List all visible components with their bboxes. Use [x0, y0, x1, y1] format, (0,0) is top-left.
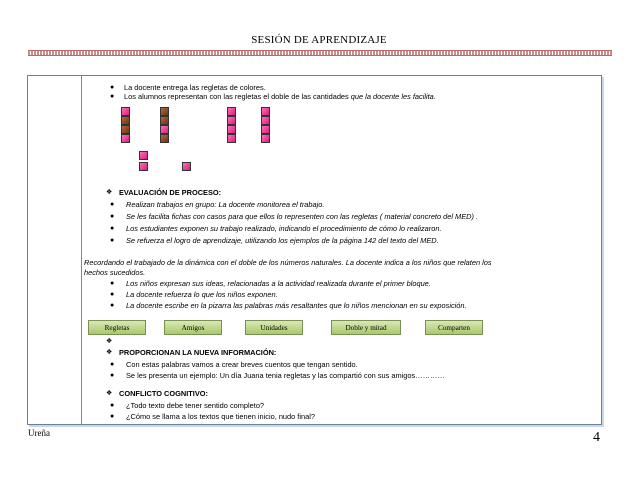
diamond-bullet-icon: ❖: [106, 189, 113, 196]
recordando-line-1: Recordando el trabajado de la dinámica con el doble de los números naturales. La docente indica a los niños que relaten los: [84, 258, 492, 267]
bullet-icon: ●: [110, 225, 115, 232]
brown-block: [121, 116, 130, 125]
recordando-item-2: La docente refuerza lo que los niños exponen.: [126, 290, 278, 299]
recordando-item-3: La docente escribe en la pizarra las palabras más resaltantes que lo niños mencionan en su exposición.: [126, 301, 467, 310]
pink-block: [182, 162, 191, 171]
evaluacion-item-4: Se refuerza el logro de aprendizaje, utilizando los ejemplos de la página 142 del texto del MED.: [126, 236, 439, 245]
word-tag-comparten: Comparten: [425, 320, 483, 335]
brown-block: [160, 134, 169, 143]
diamond-bullet-icon: ❖: [106, 349, 113, 356]
bullet-icon: ●: [110, 213, 115, 220]
page-number: 4: [593, 430, 600, 445]
proporcionan-item-1: Con estas palabras vamos a crear breves cuentos que tengan sentido.: [126, 360, 358, 369]
pink-block: [227, 107, 236, 116]
pink-block: [227, 125, 236, 134]
conflicto-item-2: ¿Cómo se llama a los textos que tienen inicio, nudo final?: [126, 412, 315, 421]
evaluacion-item-2: Se les facilita fichas con casos para que ellos lo representen con las regletas ( material concreto del MED) .: [126, 212, 479, 221]
evaluacion-heading: EVALUACIÓN DE PROCESO:: [119, 188, 222, 197]
bullet-icon: ●: [110, 413, 115, 420]
diamond-bullet-icon: ❖: [106, 390, 113, 397]
pink-block: [261, 125, 270, 134]
conflicto-heading: CONFLICTO COGNITIVO:: [119, 389, 208, 398]
pink-block: [261, 134, 270, 143]
bullet-icon: ●: [110, 291, 115, 298]
pink-block: [139, 151, 148, 160]
recordando-line-2: hechos sucedidos.: [84, 268, 146, 277]
bullet-icon: ●: [110, 237, 115, 244]
pink-block: [227, 116, 236, 125]
intro-bullet-2-text: Los alumnos representan con las regletas el doble de las cantidades: [124, 92, 351, 101]
pink-block: [121, 134, 130, 143]
bullet-icon: ●: [110, 84, 115, 91]
bullet-icon: ●: [110, 302, 115, 309]
word-tag-doble-y-mitad: Doble y mitad: [331, 320, 401, 335]
evaluacion-item-1: Realizan trabajos en grupo: La docente monitorea el trabajo.: [126, 200, 325, 209]
brown-block: [160, 116, 169, 125]
bullet-icon: ●: [110, 93, 115, 100]
pink-block: [261, 116, 270, 125]
bullet-icon: ●: [110, 402, 115, 409]
intro-bullet-1: La docente entrega las regletas de colores.: [124, 83, 266, 92]
footer-author: Ureña: [28, 428, 50, 438]
pink-block: [227, 134, 236, 143]
word-tag-unidades: Unidades: [245, 320, 303, 335]
bullet-icon: ●: [110, 372, 115, 379]
bullet-icon: ●: [110, 201, 115, 208]
bullet-icon: ●: [110, 280, 115, 287]
pink-block: [261, 107, 270, 116]
brown-block: [160, 107, 169, 116]
pink-block: [160, 125, 169, 134]
proporcionan-item-2: Se les presenta un ejemplo: Un día Juana tenia regletas y las compartió con sus amigos…………: [126, 371, 445, 380]
intro-bullet-2: [124, 92, 436, 101]
intro-bullet-2-italic: que la docente les facilita.: [350, 92, 436, 101]
conflicto-item-1: ¿Todo texto debe tener sentido completo?: [126, 401, 265, 410]
word-tag-amigos: Amigos: [164, 320, 222, 335]
evaluacion-item-3: Los estudiantes exponen su trabajo realizado, indicando el procedimiento de cómo lo realizaron.: [126, 224, 442, 233]
page-header-title: SESIÓN DE APRENDIZAJE: [251, 34, 387, 46]
word-tag-regletas: Regletas: [88, 320, 146, 335]
pink-block: [139, 162, 148, 171]
brown-block: [121, 125, 130, 134]
pink-block: [121, 107, 130, 116]
diamond-bullet-icon: ❖: [106, 338, 113, 345]
recordando-item-1: Los niños expresan sus ideas, relacionadas a la actividad realizada durante el primer bloque.: [126, 279, 431, 288]
proporcionan-heading: PROPORCIONAN LA NUEVA INFORMACIÓN:: [119, 348, 277, 357]
bullet-icon: ●: [110, 361, 115, 368]
